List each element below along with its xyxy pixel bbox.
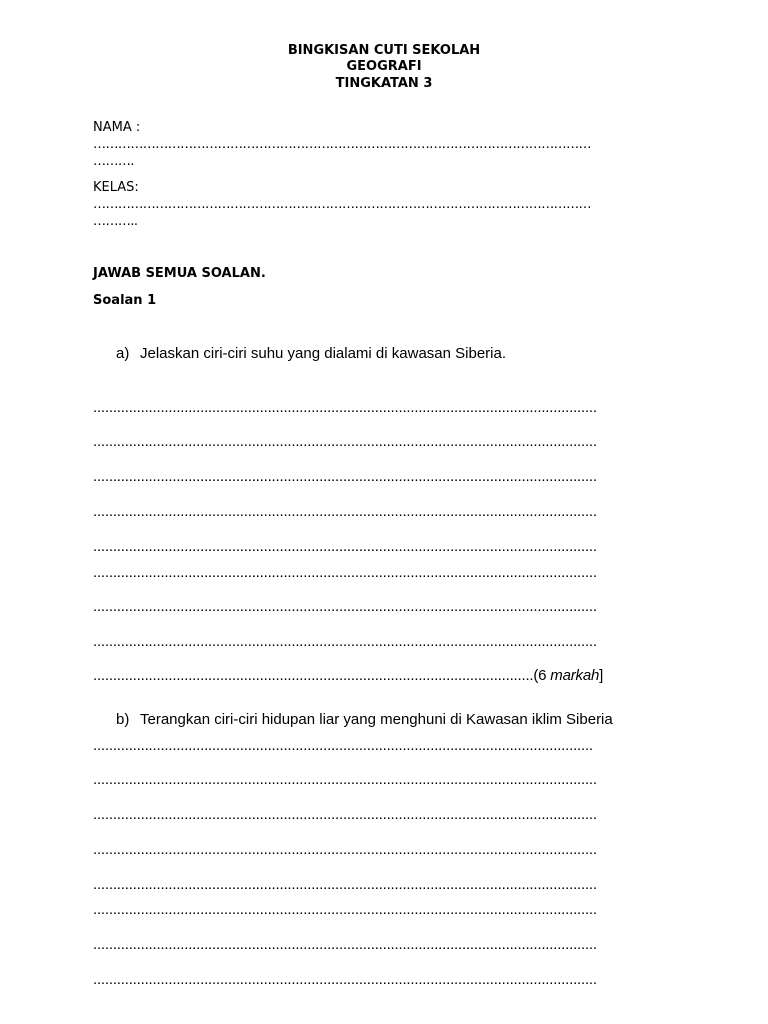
answer-line-a2[interactable]: ............................................................................................................................... xyxy=(93,433,597,450)
answer-line-b3[interactable]: ............................................................................................................................... xyxy=(93,806,597,823)
question-b-number: b) xyxy=(116,711,130,728)
answer-line-b2[interactable]: ............................................................................................................................... xyxy=(93,771,597,788)
answer-line-b4[interactable]: ............................................................................................................................... xyxy=(93,841,597,858)
nama-label: NAMA : xyxy=(93,120,141,135)
answer-line-a5[interactable]: ............................................................................................................................... xyxy=(93,538,597,555)
question-a-number: a) xyxy=(116,345,130,362)
answer-line-b8[interactable]: ............................................................................................................................... xyxy=(93,971,597,988)
question-b-text: Terangkan ciri-ciri hidupan liar yang menghuni di Kawasan iklim Siberia xyxy=(140,711,613,728)
nama-blank-line-continued[interactable]: ………. xyxy=(93,154,134,169)
answer-line-a-marks[interactable] xyxy=(93,667,603,684)
answer-line-a1[interactable]: ............................................................................................................................... xyxy=(93,399,597,416)
kelas-blank-line-continued[interactable]: ……….. xyxy=(93,214,138,229)
answer-line-a4[interactable]: ............................................................................................................................... xyxy=(93,503,597,520)
answer-line-b7[interactable]: ............................................................................................................................... xyxy=(93,936,597,953)
answer-line-a6[interactable]: ............................................................................................................................... xyxy=(93,564,597,581)
answer-line-b5[interactable]: ............................................................................................................................... xyxy=(93,876,597,893)
answer-line-b1[interactable]: .............................................................................................................................. xyxy=(93,737,593,754)
answer-line-a3[interactable]: ............................................................................................................................... xyxy=(93,468,597,485)
answer-line-a9-dots[interactable]: ...............................................................................................................(6 xyxy=(93,667,551,684)
marks-word: markah xyxy=(550,667,600,684)
title-line-1: BINGKISAN CUTI SEKOLAH xyxy=(287,43,481,58)
kelas-blank-line[interactable]: ………………………………………………………………………………………………………… xyxy=(93,197,592,212)
kelas-label: KELAS: xyxy=(93,180,139,195)
title-line-3: TINGKATAN 3 xyxy=(335,76,433,91)
marks-close: ] xyxy=(599,667,604,684)
answer-line-b6[interactable]: ............................................................................................................................... xyxy=(93,901,597,918)
title-line-2: GEOGRAFI xyxy=(346,59,422,74)
question-a-text: Jelaskan ciri-ciri suhu yang dialami di kawasan Siberia. xyxy=(140,345,506,362)
answer-line-a8[interactable]: ............................................................................................................................... xyxy=(93,633,597,650)
nama-blank-line[interactable]: ………………………………………………………………………………………………………… xyxy=(93,137,592,152)
question-heading: Soalan 1 xyxy=(93,293,157,308)
instruction-heading: JAWAB SEMUA SOALAN. xyxy=(93,266,266,281)
answer-line-a7[interactable]: ............................................................................................................................... xyxy=(93,598,597,615)
